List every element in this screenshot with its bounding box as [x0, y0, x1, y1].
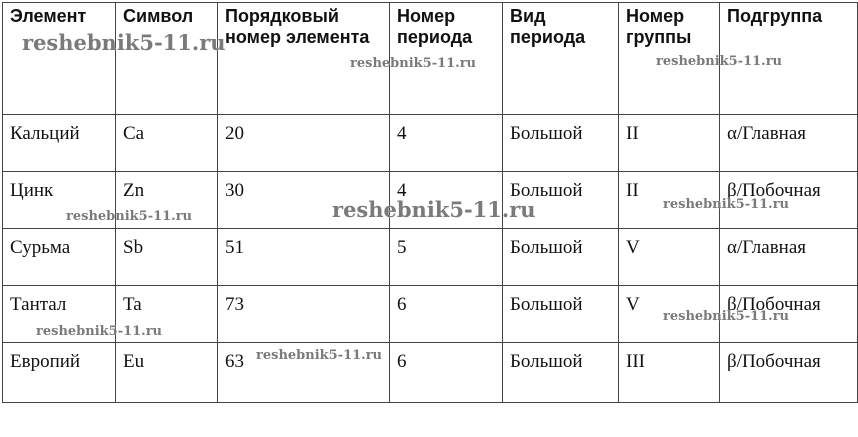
cell-subgroup: β/Побочная [720, 343, 858, 403]
cell-atomic-number: 20 [218, 115, 390, 172]
watermark-text: reshebnik5-11.ru [663, 309, 790, 324]
cell-element: Цинк [3, 172, 116, 229]
watermark-text: reshebnik5-11.ru [36, 324, 163, 339]
watermark-text: reshebnik5-11.ru [663, 197, 790, 212]
cell-period-number: 4 [390, 172, 503, 229]
header-period-type: Вид периода [503, 3, 619, 115]
cell-atomic-number: 30 [218, 172, 390, 229]
cell-symbol: Ta [116, 286, 218, 343]
cell-element: Европий [3, 343, 116, 403]
header-group-number: Номер группы [619, 3, 720, 115]
cell-period-type: Большой [503, 115, 619, 172]
table-row [3, 115, 858, 172]
cell-atomic-number: 51 [218, 229, 390, 286]
watermark-text: reshebnik5-11.ru [332, 197, 536, 222]
cell-subgroup: α/Главная [720, 229, 858, 286]
table-row [3, 229, 858, 286]
cell-subgroup: β/Побочная [720, 286, 858, 343]
cell-subgroup: α/Главная [720, 115, 858, 172]
header-subgroup: Подгруппа [720, 3, 858, 115]
cell-atomic-number: 73 [218, 286, 390, 343]
cell-period-type: Большой [503, 172, 619, 229]
cell-group-number: II [619, 172, 720, 229]
watermark-text: reshebnik5-11.ru [350, 56, 477, 71]
watermark-text: reshebnik5-11.ru [22, 30, 226, 55]
cell-group-number: II [619, 115, 720, 172]
cell-period-number: 6 [390, 286, 503, 343]
header-element: Элемент [3, 3, 116, 115]
cell-element: Кальций [3, 115, 116, 172]
header-symbol: Символ [116, 3, 218, 115]
cell-period-type: Большой [503, 229, 619, 286]
cell-period-type: Большой [503, 343, 619, 403]
table-row [3, 343, 858, 403]
cell-atomic-number: 63 [218, 343, 390, 403]
cell-group-number: V [619, 286, 720, 343]
cell-subgroup: β/Побочная [720, 172, 858, 229]
cell-period-number: 5 [390, 229, 503, 286]
cell-group-number: V [619, 229, 720, 286]
cell-symbol: Ca [116, 115, 218, 172]
watermark-text: reshebnik5-11.ru [66, 209, 193, 224]
cell-group-number: III [619, 343, 720, 403]
cell-symbol: Sb [116, 229, 218, 286]
watermark-text: reshebnik5-11.ru [256, 348, 383, 363]
header-atomic-number: Порядковый номер элемента [218, 3, 390, 115]
cell-period-number: 6 [390, 343, 503, 403]
cell-symbol: Eu [116, 343, 218, 403]
cell-period-number: 4 [390, 115, 503, 172]
cell-period-type: Большой [503, 286, 619, 343]
cell-element: Тантал [3, 286, 116, 343]
header-period-number: Номер периода [390, 3, 503, 115]
cell-element: Сурьма [3, 229, 116, 286]
cell-symbol: Zn [116, 172, 218, 229]
watermark-text: reshebnik5-11.ru [656, 54, 783, 69]
